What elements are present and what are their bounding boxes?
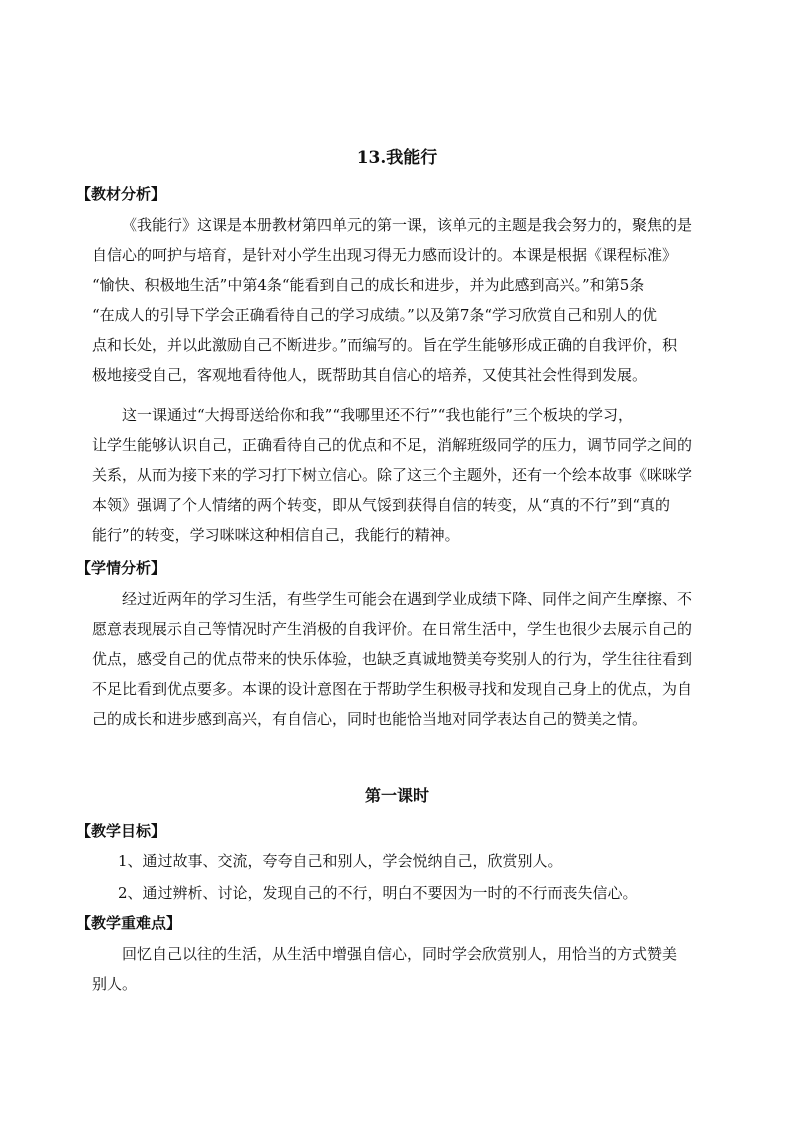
paragraph-line: 经过近两年的学习生活，有些学生可能会在遇到学业成绩下降、同伴之间产生摩擦、不 (122, 590, 693, 608)
paragraph-line: 回忆自己以往的生活，从生活中增强自信心，同时学会欣赏别人，用恰当的方式赞美 (122, 945, 678, 963)
learner-analysis-heading: 【学情分析】 (76, 559, 167, 577)
key-points-heading: 【教学重难点】 (76, 914, 182, 932)
paragraph-line: “在成人的引导下学会正确看待自己的学习成绩。”以及第7条“学习欣赏自己和别人的优 (92, 306, 658, 324)
learner-analysis-paragraph (92, 584, 716, 734)
teaching-goal-item: 2、通过辨析、讨论，发现自己的不行，明白不要因为一时的不行而丧失信心。 (118, 884, 638, 902)
paragraph-line: 极地接受自己，客观地看待他人，既帮助其自信心的培养，又使其社会性得到发展。 (92, 366, 648, 384)
paragraph-line: 不足比看到优点要多。本课的设计意图在于帮助学生积极寻找和发现自己身上的优点，为自 (92, 680, 693, 698)
paragraph-line: 优点，感受自己的优点带来的快乐体验，也缺乏真诚地赞美夸奖别人的行为，学生往往看到 (92, 650, 693, 668)
paragraph-line: 让学生能够认识自己，正确看待自己的优点和不足，消解班级同学的压力，调节同学之间的 (92, 436, 693, 454)
document-title: 13.我能行 (356, 148, 438, 168)
paragraph-line: 能行”的转变，学习咪咪这种相信自己，我能行的精神。 (92, 526, 460, 544)
paragraph-line: 这一课通过“大拇哥送给你和我”“我哪里还不行”“我也能行”三个板块的学习， (122, 406, 634, 424)
paragraph-line: 关系，从而为接下来的学习打下树立信心。除了这三个主题外，还有一个绘本故事《咪咪学 (92, 466, 693, 484)
paragraph-line: 自信心的呵护与培育，是针对小学生出现习得无力感而设计的。本课是根据《课程标准》 (92, 246, 678, 264)
paragraph-line: 《我能行》这课是本册教材第四单元的第一课，该单元的主题是我会努力的，聚焦的是 (122, 216, 693, 234)
paragraph-line: 别人。 (92, 975, 138, 993)
paragraph-line: 点和长处，并以此激励自己不断进步。”而编写的。旨在学生能够形成正确的自我评价，积 (92, 336, 678, 354)
paragraph-line: “愉快、积极地生活”中第4条“能看到自己的成长和进步，并为此感到高兴。”和第5条 (92, 276, 645, 294)
teaching-goals-heading: 【教学目标】 (76, 822, 167, 840)
textbook-analysis-heading: 【教材分析】 (76, 185, 167, 203)
lesson-title: 第一课时 (364, 786, 429, 805)
paragraph-line: 愿意表现展示自己等情况时产生消极的自我评价。在日常生活中，学生也很少去展示自己的 (92, 620, 693, 638)
textbook-analysis-paragraph-2 (92, 400, 716, 550)
teaching-goal-item: 1、通过故事、交流，夸夸自己和别人，学会悦纳自己，欣赏别人。 (118, 852, 563, 870)
textbook-analysis-paragraph-1 (92, 210, 716, 390)
paragraph-line: 本领》强调了个人情绪的两个转变，即从气馁到获得自信的转变，从“真的不行”到“真的 (92, 496, 671, 514)
key-points-paragraph (92, 939, 716, 999)
paragraph-line: 己的成长和进步感到高兴，有自信心，同时也能恰当地对同学表达自己的赞美之情。 (92, 710, 648, 728)
